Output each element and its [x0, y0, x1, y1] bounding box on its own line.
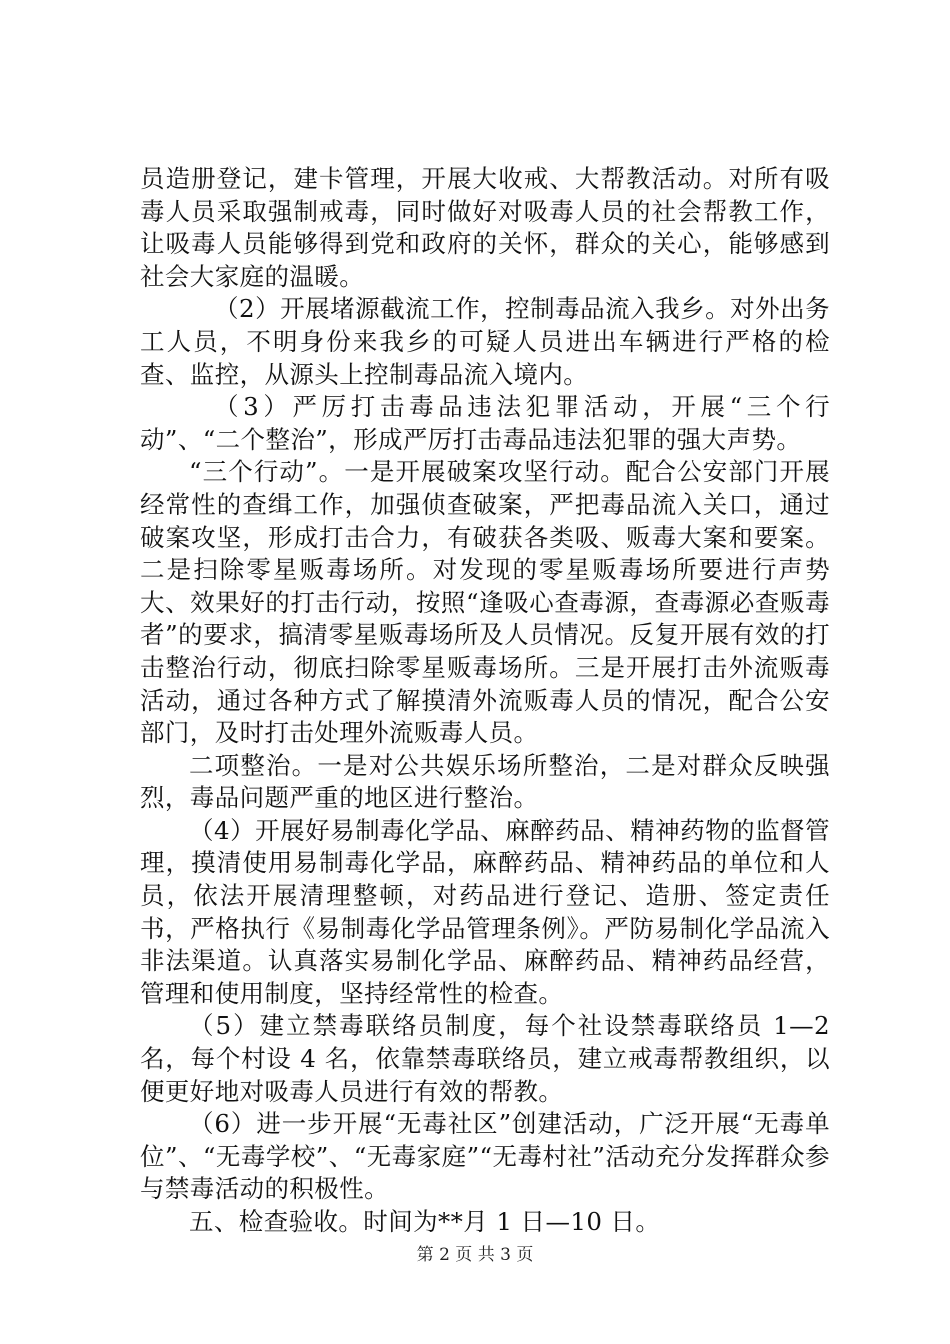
paragraph-item-2: （2）开展堵源截流工作，控制毒品流入我乡。对外出务工人员，不明身份来我乡的可疑人员进出车辆进行严格的检查、监控，从源头上控制毒品流入境内。: [140, 294, 830, 389]
paragraph-section-five: 五、检查验收。时间为**月 1 日—10 日。: [189, 1207, 661, 1236]
paragraph-two-rectifications: 二项整治。一是对公共娱乐场所整治，二是对群众反映强烈，毒品问题严重的地区进行整治。: [140, 750, 830, 813]
paragraph-item-6: （6）进一步开展“无毒社区”创建活动，广泛开展“无毒单位”、“无毒学校”、“无毒家庭”“无毒村社”活动充分发挥群众参与禁毒活动的积极性。: [140, 1109, 830, 1204]
paragraph-item-5: （5）建立禁毒联络员制度，每个社设禁毒联络员 1—2 名，每个村设 4 名，依靠禁毒联络员，建立戒毒帮教组织，以便更好地对吸毒人员进行有效的帮教。: [140, 1011, 830, 1106]
paragraph-item-4: （4）开展好易制毒化学品、麻醉药品、精神药物的监督管理，摸清使用易制毒化学品，麻醉药品、精神药品的单位和人员，依法开展清理整顿，对药品进行登记、造册、签定责任书，严格执行《易制毒化学品管理条例》。严防易制化学品流入非法渠道。认真落实易制化学品、麻醉药品、精神药品经营，管理和使用制度，坚持经常性的检查。: [140, 815, 830, 1008]
paragraph-three-actions: “三个行动”。一是开展破案攻坚行动。配合公安部门开展经常性的查缉工作，加强侦查破案，严把毒品流入关口，通过破案攻坚，形成打击合力，有破获各类吸、贩毒大案和要案。二是扫除零星贩毒场所。对发现的零星贩毒场所要进行声势大、效果好的打击行动，按照“逢吸心查毒源，查毒源必查贩毒者”的要求，搞清零星贩毒场所及人员情况。反复开展有效的打击整治行动，彻底扫除零星贩毒场所。三是开展打击外流贩毒活动，通过各种方式了解摸清外流贩毒人员的情况，配合公安部门，及时打击处理外流贩毒人员。: [140, 457, 830, 748]
document-body: [140, 163, 830, 1239]
paragraph-continuation: 员造册登记，建卡管理，开展大收戒、大帮教活动。对所有吸毒人员采取强制戒毒，同时做好对吸毒人员的社会帮教工作，让吸毒人员能够得到党和政府的关怀，群众的关心，能够感到社会大家庭的温暖。: [140, 164, 830, 291]
paragraph-item-3: （3）严厉打击毒品违法犯罪活动，开展“三个行动”、“二个整治”，形成严厉打击毒品违法犯罪的强大声势。: [140, 392, 830, 454]
page-number-footer: 第 2 页 共 3 页: [416, 1245, 534, 1265]
